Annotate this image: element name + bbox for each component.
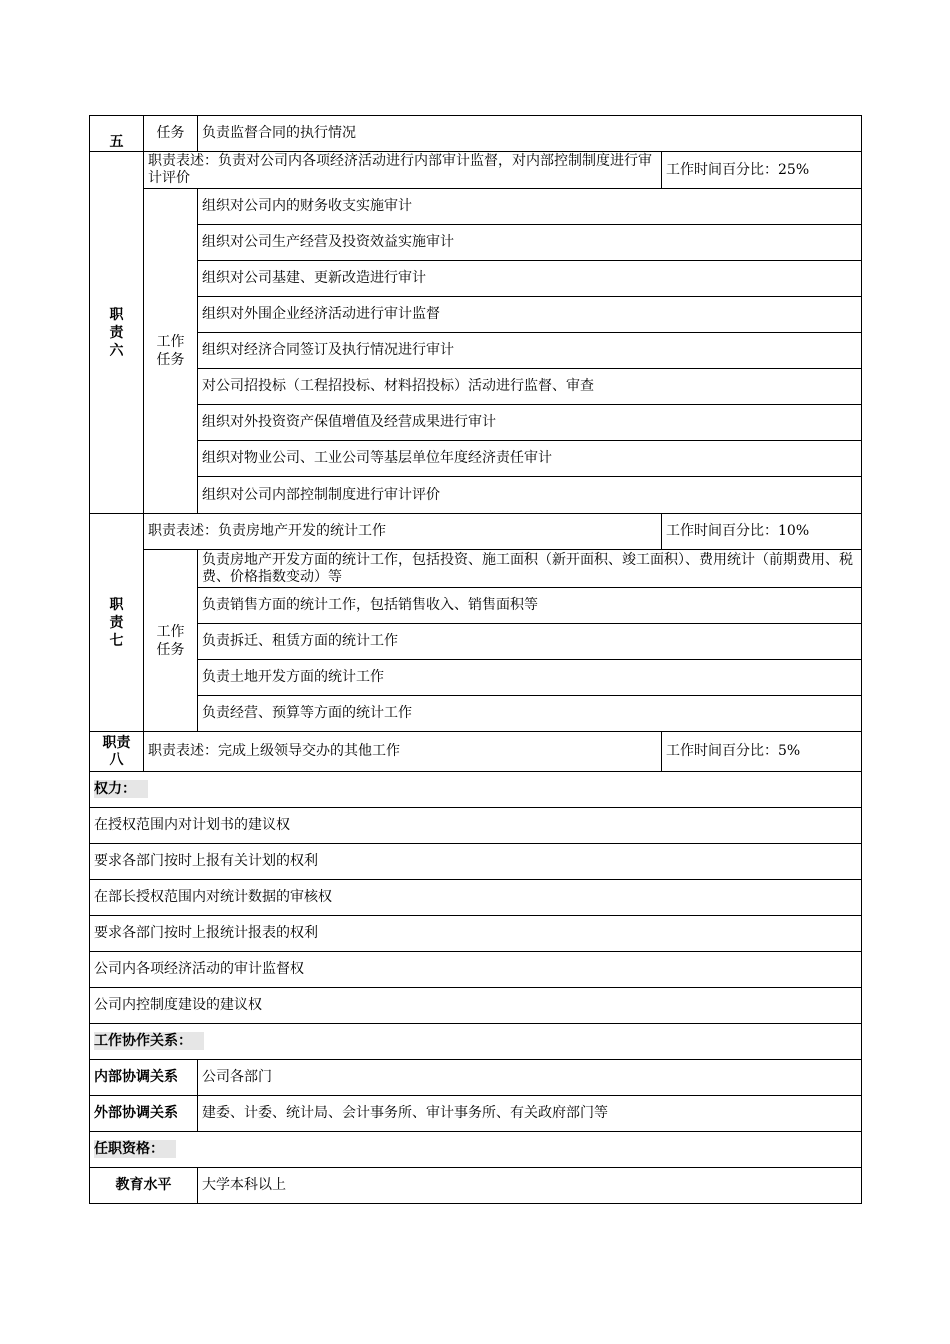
- duty8-pct: 工作时间百分比：5%: [662, 732, 862, 772]
- duty6-desc: 职责表述：负责对公司内各项经济活动进行内部审计监督，对内部控制制度进行审计评价: [144, 152, 662, 189]
- duty6-task: 组织对物业公司、工业公司等基层单位年度经济责任审计: [198, 441, 862, 477]
- duty7-desc-row: [90, 514, 862, 550]
- duty6-task: 组织对公司内的财务收支实施审计: [198, 189, 862, 225]
- duty7-task-row: [90, 624, 862, 660]
- power-row: [90, 844, 862, 880]
- duty6-task: 组织对外投资资产保值增值及经营成果进行审计: [198, 405, 862, 441]
- duty6-task-row: [90, 405, 862, 441]
- duty7-pct: 工作时间百分比：10%: [662, 514, 862, 550]
- power-item: 公司内控制度建设的建议权: [90, 988, 862, 1024]
- duty6-pct: 工作时间百分比：25%: [662, 152, 862, 189]
- duty5-task: 负责监督合同的执行情况: [198, 116, 862, 152]
- duty6-task-row: [90, 189, 862, 225]
- power-row: [90, 916, 862, 952]
- power-item: 要求各部门按时上报有关计划的权利: [90, 844, 862, 880]
- power-row: [90, 880, 862, 916]
- duty7-task: 负责拆迁、租赁方面的统计工作: [198, 624, 862, 660]
- duty7-task: 负责土地开发方面的统计工作: [198, 660, 862, 696]
- duty8-desc: 职责表述：完成上级领导交办的其他工作: [144, 732, 662, 772]
- duty6-desc-row: [90, 152, 862, 189]
- duty7-task: 负责经营、预算等方面的统计工作: [198, 696, 862, 732]
- duty6-task-row: [90, 333, 862, 369]
- power-item: 在授权范围内对计划书的建议权: [90, 808, 862, 844]
- duty6-label: 职责六: [90, 152, 144, 514]
- duty8-label: 职责八: [90, 732, 144, 772]
- duty6-task: 组织对外围企业经济活动进行审计监督: [198, 297, 862, 333]
- education-label: 教育水平: [90, 1168, 198, 1204]
- duty6-task-row: [90, 477, 862, 514]
- relations-header-row: [90, 1024, 862, 1060]
- qualification-title: 任职资格：: [90, 1132, 862, 1168]
- internal-relation-row: [90, 1060, 862, 1096]
- duty5-row: [90, 116, 862, 152]
- duty8-row: [90, 732, 862, 772]
- duty7-task: 负责房地产开发方面的统计工作，包括投资、施工面积（新开面积、竣工面积）、费用统计（前期费用、税费、价格指数变动）等: [198, 550, 862, 588]
- external-relation-value: 建委、计委、统计局、会计事务所、审计事务所、有关政府部门等: [198, 1096, 862, 1132]
- qualification-header-row: [90, 1132, 862, 1168]
- education-value: 大学本科以上: [198, 1168, 862, 1204]
- powers-title: 权力：: [90, 772, 862, 808]
- job-description-table: [89, 115, 862, 1204]
- power-item: 在部长授权范围内对统计数据的审核权: [90, 880, 862, 916]
- powers-header-row: [90, 772, 862, 808]
- duty7-task: 负责销售方面的统计工作，包括销售收入、销售面积等: [198, 588, 862, 624]
- duty7-desc: 职责表述：负责房地产开发的统计工作: [144, 514, 662, 550]
- duty6-task: 组织对公司生产经营及投资效益实施审计: [198, 225, 862, 261]
- duty7-label: 职责七: [90, 514, 144, 732]
- external-relation-row: [90, 1096, 862, 1132]
- duty6-task: 对公司招投标（工程招投标、材料招投标）活动进行监督、审查: [198, 369, 862, 405]
- internal-relation-label: 内部协调关系: [90, 1060, 198, 1096]
- duty7-task-label: 工作任务: [144, 550, 198, 732]
- duty6-task-row: [90, 369, 862, 405]
- duty6-task-row: [90, 441, 862, 477]
- power-row: [90, 808, 862, 844]
- duty6-task-row: [90, 297, 862, 333]
- education-row: [90, 1168, 862, 1204]
- power-item: 公司内各项经济活动的审计监督权: [90, 952, 862, 988]
- external-relation-label: 外部协调关系: [90, 1096, 198, 1132]
- duty7-task-row: [90, 660, 862, 696]
- duty6-task: 组织对公司基建、更新改造进行审计: [198, 261, 862, 297]
- duty6-task-row: [90, 261, 862, 297]
- power-item: 要求各部门按时上报统计报表的权利: [90, 916, 862, 952]
- duty7-task-row: [90, 588, 862, 624]
- duty6-task-row: [90, 225, 862, 261]
- duty5-number: 五: [90, 116, 144, 152]
- duty7-task-row: [90, 550, 862, 588]
- duty6-task-label: 工作任务: [144, 189, 198, 514]
- duty5-task-label: 任务: [144, 116, 198, 152]
- internal-relation-value: 公司各部门: [198, 1060, 862, 1096]
- duty6-task: 组织对经济合同签订及执行情况进行审计: [198, 333, 862, 369]
- power-row: [90, 988, 862, 1024]
- power-row: [90, 952, 862, 988]
- relations-title: 工作协作关系：: [90, 1024, 862, 1060]
- duty7-task-row: [90, 696, 862, 732]
- duty6-task: 组织对公司内部控制制度进行审计评价: [198, 477, 862, 514]
